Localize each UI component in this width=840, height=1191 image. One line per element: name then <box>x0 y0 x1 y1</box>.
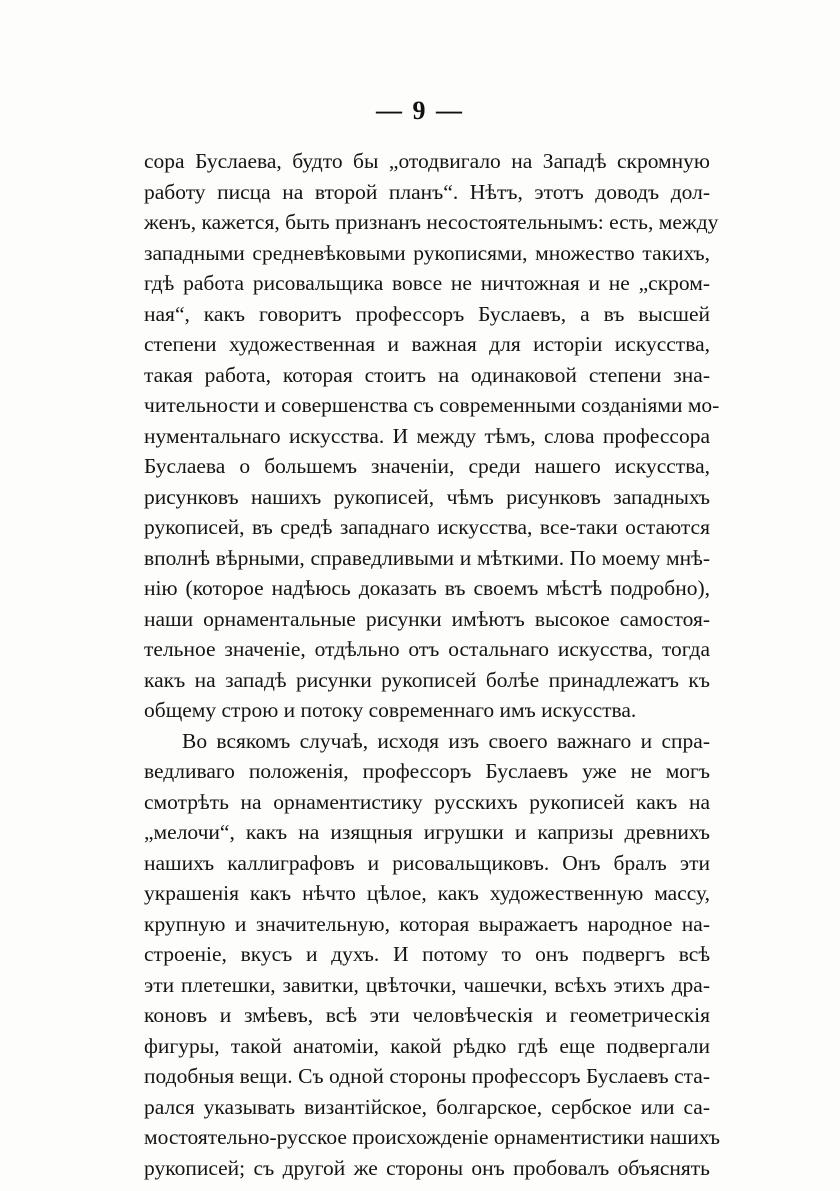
text-line: Во всякомъ случаѣ, исходя изъ своего важнаго и спра- <box>182 728 710 753</box>
text-line: гдѣ работа рисовальщика вовсе не ничтожная и не „скром- <box>144 271 710 295</box>
text-line: рукописей; съ другой же стороны онъ пробовалъ объяснять <box>144 1155 710 1180</box>
text-line: ная“, какъ говоритъ профессоръ Буслаевъ, а въ высшей <box>144 301 710 326</box>
paragraph-1 <box>144 146 720 726</box>
body-text <box>144 146 720 1183</box>
text-line: западными средневѣковыми рукописями, множество такихъ, <box>144 240 710 265</box>
paragraph-2 <box>144 726 720 1184</box>
page-number: — 9 — <box>376 96 464 125</box>
text-line: такая работа, которая стоитъ на одинаковой степени зна- <box>144 362 710 387</box>
text-line: рукописей, въ средѣ западнаго искусства, все-таки остаются <box>144 515 710 539</box>
text-line: нашихъ каллиграфовъ и рисовальщиковъ. Онъ бралъ эти <box>144 850 710 875</box>
text-line: коновъ и змѣевъ, всѣ эти человѣческія и геометрическія <box>144 1003 710 1027</box>
text-line: работу писца на второй планъ“. Нѣтъ, этотъ доводъ дол- <box>144 179 710 204</box>
text-line: сора Буслаева, будто бы „отодвигало на Западѣ скромную <box>144 149 710 173</box>
text-line: крупную и значительную, которая выражаетъ народное на- <box>144 911 710 936</box>
text-line: рался указывать византійское, болгарское, сербское или са- <box>144 1094 710 1119</box>
text-line: „мелочи“, какъ на изящныя игрушки и капризы древнихъ <box>144 820 710 844</box>
text-line: фигуры, такой анатоміи, какой рѣдко гдѣ еще подвергали <box>144 1033 710 1058</box>
text-line: подобныя вещи. Съ одной стороны профессоръ Буслаевъ ста- <box>144 1064 710 1088</box>
text-line: эти плетешки, завитки, цвѣточки, чашечки, всѣхъ этихъ дра- <box>144 972 710 997</box>
text-line: ведливаго положенія, профессоръ Буслаевъ уже не могъ <box>144 759 710 783</box>
text-line: тельное значеніе, отдѣльно отъ остальнаго искусства, тогда <box>144 637 710 661</box>
text-line: строеніе, вкусъ и духъ. И потому то онъ подвергъ всѣ <box>144 942 710 966</box>
text-line: чительности и совершенства съ современными созданіями мо- <box>144 393 720 417</box>
text-line: общему строю и потоку современнаго имъ искусства. <box>144 698 637 722</box>
text-line: женъ, кажется, быть признанъ несостоятельнымъ: есть, между <box>144 210 719 234</box>
text-line: наши орнаментальные рисунки имѣютъ высокое самостоя- <box>144 606 710 631</box>
text-line: степени художественная и важная для исторіи искусства, <box>144 332 710 356</box>
text-line: смотрѣть на орнаментистику русскихъ рукописей какъ на <box>144 789 710 814</box>
text-line: нументальнаго искусства. И между тѣмъ, слова профессора <box>144 423 710 448</box>
text-line: нію (которое надѣюсь доказать въ своемъ мѣстѣ подробно), <box>144 576 710 600</box>
text-line: Буслаева о большемъ значеніи, среди нашего искусства, <box>144 454 710 478</box>
text-line: украшенія какъ нѣчто цѣлое, какъ художественную массу, <box>144 881 710 905</box>
text-line: рисунковъ нашихъ рукописей, чѣмъ рисунковъ западныхъ <box>144 484 710 509</box>
text-line: мостоятельно-русское происхожденіе орнаментистики нашихъ <box>144 1125 720 1149</box>
text-line: какъ на западѣ рисунки рукописей болѣе принадлежатъ къ <box>144 667 710 692</box>
text-line: вполнѣ вѣрными, справедливыми и мѣткими. По моему мнѣ- <box>144 545 710 570</box>
